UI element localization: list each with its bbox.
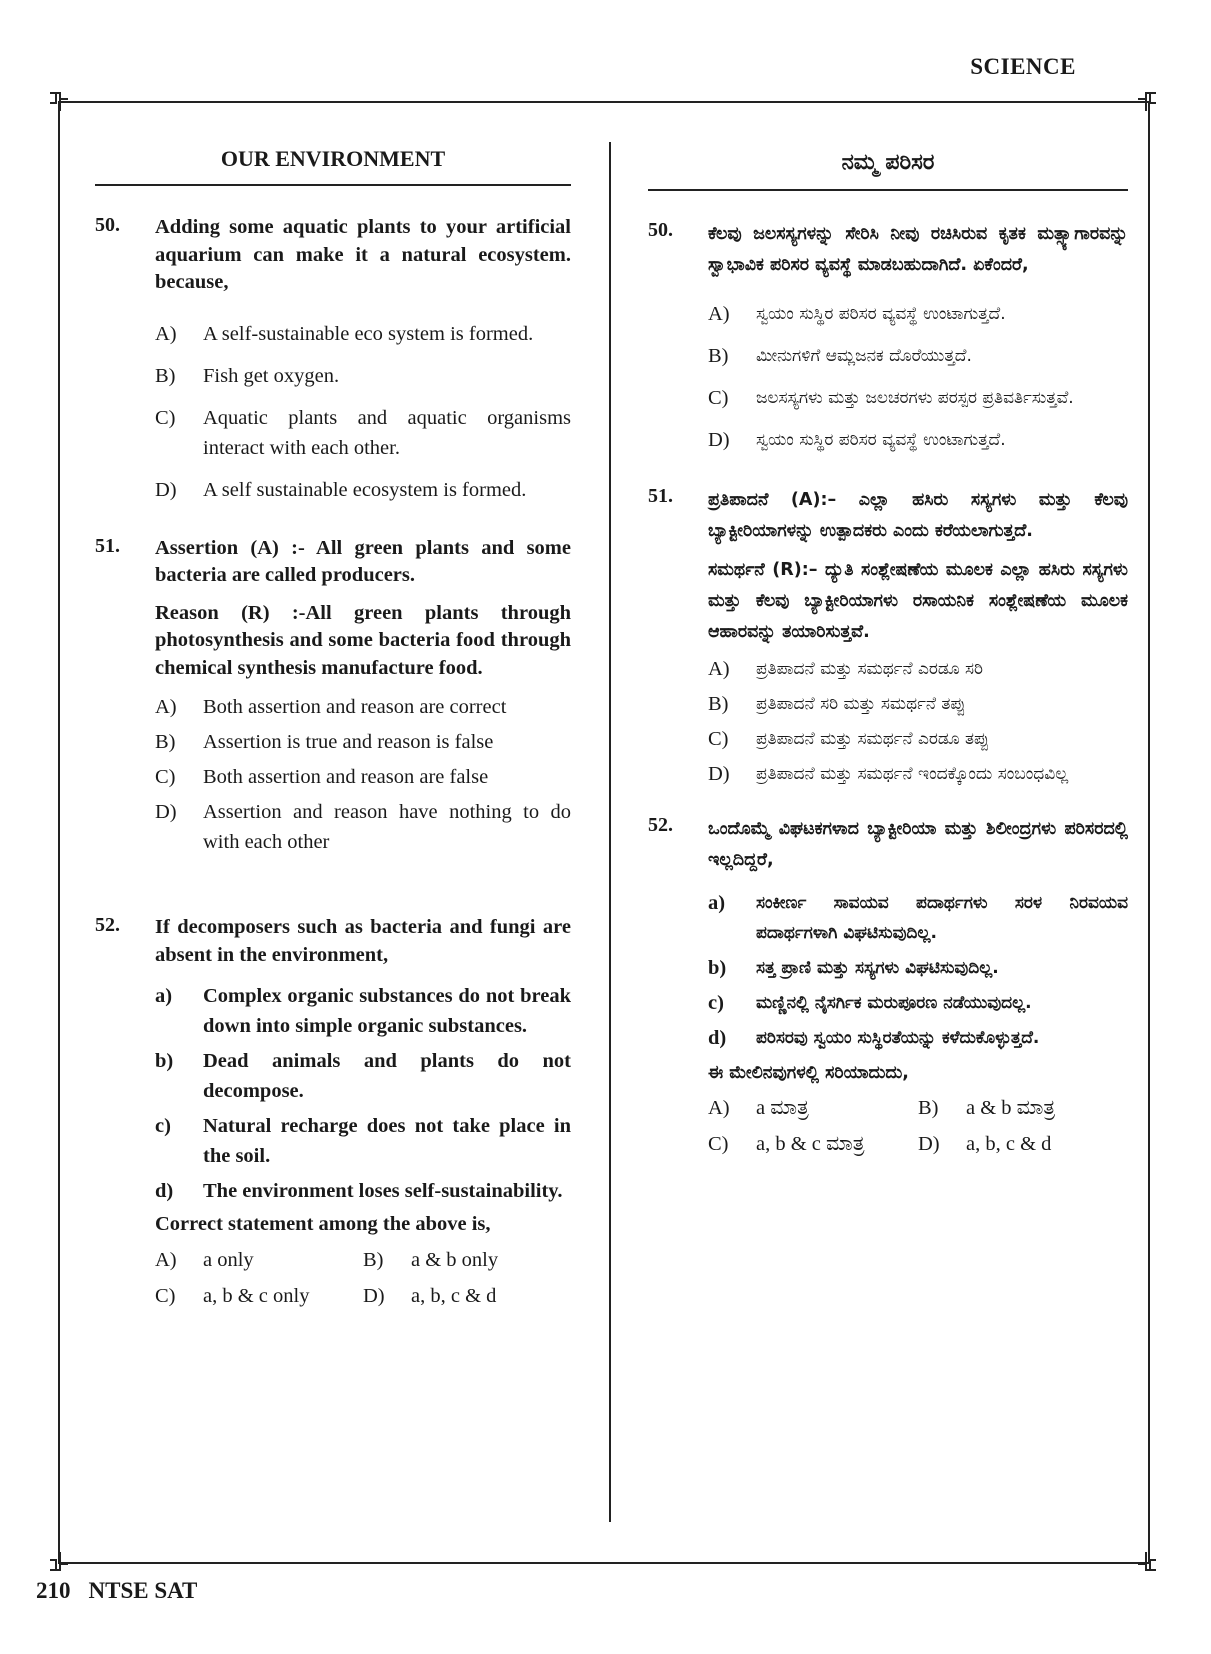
answer-options	[708, 1093, 1128, 1159]
option-c: C) ಜಲಸಸ್ಯಗಳು ಮತ್ತು ಜಲಚರಗಳು ಪರಸ್ಪರ ಪ್ರತಿವರ್ತಿಸುತ್ತವೆ.	[708, 387, 1074, 409]
option-d: D) a, b, c & d	[918, 1133, 1052, 1155]
question-number: 50.	[648, 219, 673, 241]
option-b: B) Fish get oxygen.	[155, 364, 340, 387]
question-50-kn	[648, 219, 1128, 467]
question-50-en	[95, 214, 571, 517]
option-a: A) a ಮಾತ್ರ	[708, 1097, 809, 1119]
statement-a: a) Complex organic substances do not break down into simple organic substances.	[155, 985, 571, 1037]
question-51-kn	[648, 485, 1128, 794]
question-52-kn	[648, 814, 1128, 1159]
question-52-en	[95, 914, 571, 1311]
corner-ornament-icon	[1136, 1550, 1158, 1572]
answer-options	[155, 1245, 571, 1311]
question-stem: ಕೆಲವು ಜಲಸಸ್ಯಗಳನ್ನು ಸೇರಿಸಿ ನೀವು ರಚಿಸಿರುವ ಕೃತಕ ಮತ್ಸ್ಯಾಗಾರವನ್ನು ಸ್ವಾಭಾವಿಕ ಪರಿಸರ ವ್ಯವಸ್ಥೆ ಮಾಡಬಹುದಾಗಿದೆ. ಏಕೆಂದರೆ,	[708, 224, 1128, 275]
option-c: C) a, b & c ಮಾತ್ರ	[708, 1133, 865, 1155]
answer-prompt: ಈ ಮೇಲಿನವುಗಳಲ್ಲಿ ಸರಿಯಾದುದು,	[708, 1063, 909, 1083]
option-a: A) Both assertion and reason are correct	[155, 696, 507, 718]
option-b: B) ಪ್ರತಿಪಾದನೆ ಸರಿ ಮತ್ತು ಸಮರ್ಥನೆ ತಪ್ಪು	[708, 693, 966, 715]
assertion-text: Assertion (A) :- All green plants and some bacteria are called producers.	[155, 536, 571, 586]
option-d: D) ಸ್ವಯಂ ಸುಸ್ಥಿರ ಪರಿಸರ ವ್ಯವಸ್ಥೆ ಉಂಟಾಗುತ್ತದೆ.	[708, 429, 1006, 451]
column-divider	[609, 142, 611, 1522]
option-b: B) a & b ಮಾತ್ರ	[918, 1097, 1056, 1119]
kannada-section-title: ನಮ್ಮ ಪರಿಸರ	[648, 146, 1128, 191]
option-d: D) A self sustainable ecosystem is formed.	[155, 478, 527, 501]
statement-d: d) The environment loses self-sustainability.	[155, 1180, 563, 1202]
option-b: B) Assertion is true and reason is false	[155, 731, 494, 753]
page-footer	[36, 1578, 215, 1604]
option-a: A) ಸ್ವಯಂ ಸುಸ್ಥಿರ ಪರಿಸರ ವ್ಯವಸ್ಥೆ ಉಂಟಾಗುತ್ತದೆ.	[708, 303, 1006, 325]
question-number: 52.	[95, 914, 120, 936]
question-stem: ಒಂದೊಮ್ಮೆ ವಿಘಟಕಗಳಾದ ಬ್ಯಾಕ್ಟೀರಿಯಾ ಮತ್ತು ಶಿಲೀಂದ್ರಗಳು ಪರಿಸರದಲ್ಲಿ ಇಲ್ಲದಿದ್ದರೆ,	[708, 819, 1128, 870]
question-stem: If decomposers such as bacteria and fungi are absent in the environment,	[155, 916, 571, 966]
assertion-text: ಪ್ರತಿಪಾದನೆ (A):– ಎಲ್ಲಾ ಹಸಿರು ಸಸ್ಯಗಳು ಮತ್ತು ಕೆಲವು ಬ್ಯಾಕ್ಟೀರಿಯಾಗಳನ್ನು ಉತ್ಪಾದಕರು ಎಂದು ಕರೆಯಲಾಗುತ್ತದೆ.	[708, 490, 1128, 541]
corner-ornament-icon	[48, 91, 70, 113]
corner-ornament-icon	[48, 1550, 70, 1572]
reason-text: Reason (R) :-All green plants through photosynthesis and some bacteria food through chemical synthesis manufacture food.	[155, 601, 571, 679]
statement-c: c) ಮಣ್ಣಿನಲ್ಲಿ ನೈಸರ್ಗಿಕ ಮರುಪೂರಣ ನಡೆಯುವುದಲ್ಲ.	[708, 992, 1032, 1014]
question-stem: Adding some aquatic plants to your artificial aquarium can make it a natural ecosystem. because,	[155, 216, 571, 293]
answer-prompt: Correct statement among the above is,	[155, 1213, 491, 1235]
corner-ornament-icon	[1136, 91, 1158, 113]
option-a: A) ಪ್ರತಿಪಾದನೆ ಮತ್ತು ಸಮರ್ಥನೆ ಎರಡೂ ಸರಿ	[708, 658, 984, 680]
statement-c: c) Natural recharge does not take place in the soil.	[155, 1115, 571, 1167]
option-d: D) Assertion and reason have nothing to do with each other	[155, 801, 571, 853]
option-c: C) Both assertion and reason are false	[155, 766, 489, 788]
kannada-column	[648, 146, 1128, 1169]
reason-text: ಸಮರ್ಥನೆ (R):– ದ್ಯುತಿ ಸಂಶ್ಲೇಷಣೆಯ ಮೂಲಕ ಎಲ್ಲಾ ಹಸಿರು ಸಸ್ಯಗಳು ಮತ್ತು ಕೆಲವು ಬ್ಯಾಕ್ಟೀರಿಯಾಗಳು ರಸಾಯನಿಕ ಸಂಶ್ಲೇಷಣೆಯ ಮೂಲಕ ಆಹಾರವನ್ನು ತಯಾರಿಸುತ್ತವೆ.	[708, 560, 1128, 642]
exam-series: NTSE SAT	[88, 1578, 198, 1603]
question-number: 52.	[648, 814, 673, 836]
english-section-title: OUR ENVIRONMENT	[95, 146, 571, 186]
option-a: A) A self-sustainable eco system is formed.	[155, 322, 534, 345]
option-a: A) a only	[155, 1248, 254, 1271]
option-b: B) a & b only	[363, 1248, 499, 1271]
option-b: B) ಮೀನುಗಳಿಗೆ ಆಮ್ಲಜನಕ ದೊರೆಯುತ್ತದೆ.	[708, 345, 972, 367]
question-number: 51.	[95, 534, 120, 557]
subject-header: SCIENCE	[970, 54, 1076, 79]
english-column	[95, 146, 571, 1321]
question-number: 50.	[95, 214, 120, 236]
option-d: D) a, b, c & d	[363, 1284, 497, 1307]
question-51-en	[95, 535, 571, 863]
statement-b: b) Dead animals and plants do not decompose.	[155, 1050, 571, 1102]
option-c: C) ಪ್ರತಿಪಾದನೆ ಮತ್ತು ಸಮರ್ಥನೆ ಎರಡೂ ತಪ್ಪು	[708, 728, 990, 750]
option-d: D) ಪ್ರತಿಪಾದನೆ ಮತ್ತು ಸಮರ್ಥನೆ ಇಂದಕ್ಕೊಂದು ಸಂಬಂಧವಿಲ್ಲ	[708, 763, 1069, 785]
statement-a: a) ಸಂಕೀರ್ಣ ಸಾವಯವ ಪದಾರ್ಥಗಳು ಸರಳ ನಿರವಯವ ಪದಾರ್ಥಗಳಾಗಿ ವಿಘಟಿಸುವುದಿಲ್ಲ.	[708, 892, 1128, 943]
statement-d: d) ಪರಿಸರವು ಸ್ವಯಂ ಸುಸ್ಥಿರತೆಯನ್ನು ಕಳೆದುಕೊಳ್ಳುತ್ತದೆ.	[708, 1027, 1040, 1049]
option-c: C) Aquatic plants and aquatic organisms interact with each other.	[155, 406, 571, 459]
question-number: 51.	[648, 485, 673, 507]
statement-b: b) ಸತ್ತ ಪ್ರಾಣಿ ಮತ್ತು ಸಸ್ಯಗಳು ವಿಘಟಿಸುವುದಿಲ್ಲ.	[708, 957, 999, 979]
option-c: C) a, b & c only	[155, 1284, 310, 1307]
page-number: 210	[36, 1578, 71, 1603]
